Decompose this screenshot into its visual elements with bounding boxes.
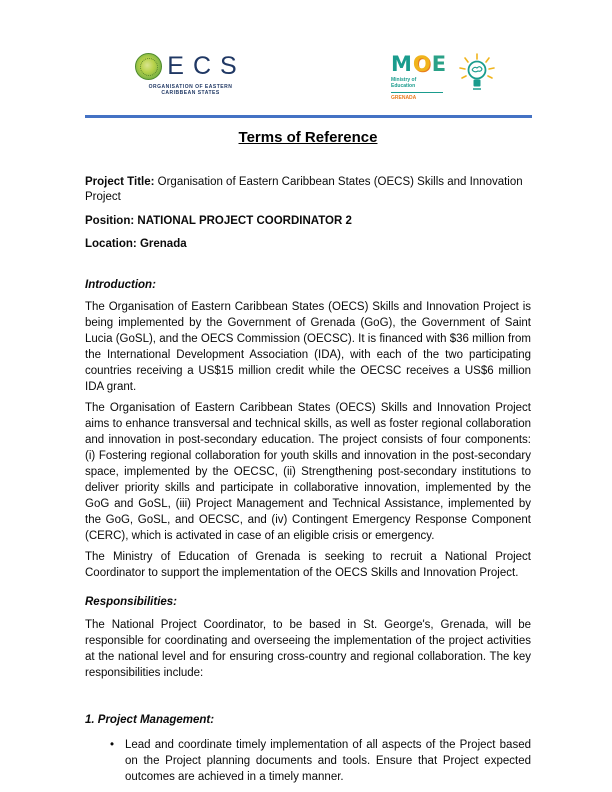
- moe-letter-m: M: [391, 52, 413, 76]
- moe-letter-e: E: [431, 52, 448, 76]
- moe-caption-divider: [391, 92, 443, 93]
- detail-value: NATIONAL PROJECT COORDINATOR 2: [137, 214, 352, 227]
- detail-location: [85, 237, 531, 252]
- detail-position: [85, 214, 531, 229]
- subsection-heading-project-management: 1. Project Management:: [85, 714, 215, 726]
- oecs-caption-line2: CARIBBEAN STATES: [161, 90, 220, 96]
- moe-wordmark-block: [391, 52, 448, 101]
- moe-caption-line3: GRENADA: [391, 95, 417, 101]
- detail-label: Location:: [85, 238, 137, 250]
- bullet-item: [110, 737, 531, 785]
- moe-caption-line1: Ministry of: [391, 77, 417, 83]
- moe-logo: [391, 52, 497, 101]
- oecs-caption: [133, 84, 248, 96]
- moe-letter-o: O: [412, 52, 432, 76]
- oecs-emblem-icon: [135, 53, 162, 80]
- section-heading-responsibilities: Responsibilities:: [85, 596, 178, 608]
- detail-project-title: [85, 175, 531, 205]
- oecs-acronym: ECS: [167, 52, 246, 80]
- section-heading-introduction: Introduction:: [85, 279, 156, 291]
- moe-caption: [391, 77, 447, 101]
- moe-wordmark: [391, 52, 448, 76]
- intro-paragraph-3: The Ministry of Education of Grenada is seeking to recruit a National Project Coordinator to support the implementation of the OECS Skills and Innovation Project.: [85, 551, 531, 579]
- responsibilities-intro-paragraph: The National Project Coordinator, to be based in St. George's, Grenada, will be responsible for coordinating and overseeing the implementation of the project activities at the national level and for ensuring cross-country and regional collaboration. The key responsibilities include:: [85, 619, 531, 679]
- detail-value: Organisation of Eastern Caribbean States (OECS) Skills and Innovation Project: [85, 176, 523, 203]
- oecs-logo: [133, 53, 248, 96]
- detail-value: Grenada: [139, 238, 187, 250]
- document-content: [85, 128, 531, 785]
- oecs-caption-line1: ORGANISATION OF EASTERN: [148, 84, 233, 90]
- detail-label: Project Title:: [85, 176, 155, 188]
- intro-paragraph-1: The Organisation of Eastern Caribbean States (OECS) Skills and Innovation Project is being implemented by the Government of Grenada (GoG), the Government of Saint Lucia (GoSL), and the OECS Commission (OECSC). It is financed with $36 million from the International Development Association (IDA), with each of the two participating countries receiving a US$15 million credit while the OECSC receives a US$6 million IDA grant.: [85, 301, 531, 393]
- detail-label: Position:: [85, 214, 135, 227]
- lightbulb-icon: [457, 53, 497, 98]
- bullet-marker: •: [110, 739, 115, 751]
- header-divider-rule: [85, 115, 532, 118]
- bullet-text: Lead and coordinate timely implementation of all aspects of the Project based on the Project planning documents and tools. Ensure that Project expected outcomes are achieved in a timely manner.: [125, 739, 531, 783]
- page-title: Terms of Reference: [238, 129, 378, 146]
- moe-caption-line2: Education: [391, 83, 416, 89]
- intro-paragraph-2: The Organisation of Eastern Caribbean States (OECS) Skills and Innovation Project aims to enhance transversal and technical skills, as well as foster regional collaboration and innovation in post-secondary education. The project consists of four components: (i) Fostering regional collaboration for youth skills and innovation in the post-secondary space, implemented by the OECSC, (ii) Strengthening post-secondary institutions to deliver priority skills and participate in collaborative innovation, implemented by the GoG and GoSL, (iii) Project Management and Technical Assistance, implemented by the GoG, GoSL, and OECSC, and (iv) Contingent Emergency Response Component (CERC), which is activated in case of an eligible crisis or emergency.: [85, 402, 531, 542]
